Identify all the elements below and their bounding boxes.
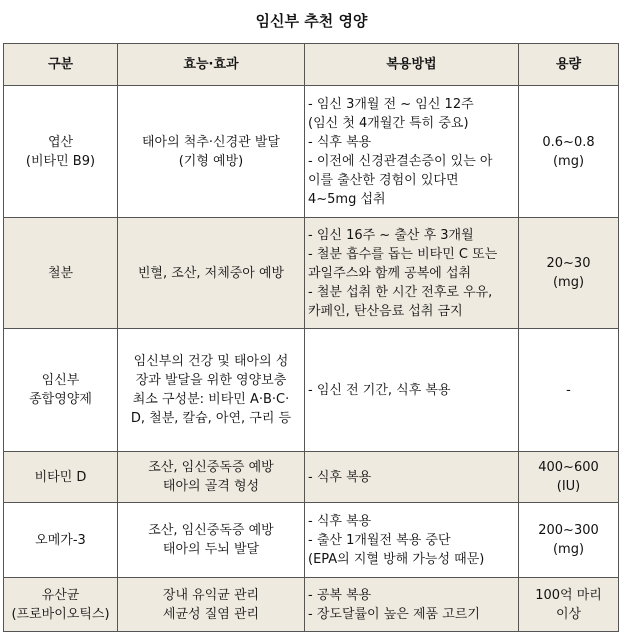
cell-method <box>305 86 519 218</box>
cell-method-line: - 임신 전 기간, 식후 복용 <box>308 382 451 398</box>
cell-amount-line: 400~600 <box>538 460 599 475</box>
cell-method-line: - 이전에 신경관결손증이 있는 아 <box>308 153 493 169</box>
cell-method-line: - 철분 섭취 한 시간 전후로 우유, <box>308 284 493 300</box>
cell-method <box>305 578 519 632</box>
cell-method-line: - 출산 1개월전 복용 중단 <box>308 532 451 548</box>
cell-effect-line: 조산, 임신중독증 예방 <box>148 523 274 538</box>
cell-name <box>4 86 118 218</box>
cell-effect-line: 최소 구성분: 비타민 A·B·C· <box>132 392 290 407</box>
cell-amount <box>519 452 619 503</box>
cell-effect-line: (기형 예방) <box>178 153 244 169</box>
header-amount: 용량 <box>519 44 619 86</box>
cell-amount <box>519 329 619 452</box>
header-category: 구분 <box>4 44 118 86</box>
cell-method-line: - 임신 16주 ~ 출산 후 3개월 <box>308 227 474 243</box>
table-row <box>4 452 619 503</box>
cell-name-line: 유산균 <box>41 587 80 603</box>
cell-method <box>305 218 519 329</box>
cell-method <box>305 452 519 503</box>
cell-effect-line: 장내 유익균 관리 <box>162 587 260 603</box>
cell-amount-line: (IU) <box>556 479 581 494</box>
header-effect: 효능·효과 <box>118 44 305 86</box>
cell-method-line: - 장도달률이 높은 제품 고르기 <box>308 606 480 622</box>
cell-amount-line: 200~300 <box>538 523 599 538</box>
table-row <box>4 329 619 452</box>
table-row <box>4 86 619 218</box>
cell-amount <box>519 578 619 632</box>
cell-effect-line: 태아의 척추·신경관 발달 <box>142 134 280 150</box>
cell-effect <box>118 218 305 329</box>
cell-method-line: (EPA의 지혈 방해 가능성 때문) <box>308 551 485 567</box>
cell-amount-line: (mg) <box>552 542 585 557</box>
cell-name-line: 엽산 <box>47 134 74 150</box>
cell-method-line: - 공복 복용 <box>308 587 372 603</box>
cell-name-line: 오메가-3 <box>35 532 86 548</box>
cell-amount-line: 100억 마리 <box>535 587 602 603</box>
cell-effect-line: 태아의 골격 형성 <box>162 479 260 494</box>
cell-method-line: - 임신 3개월 전 ~ 임신 12주 <box>308 96 474 112</box>
cell-effect <box>118 86 305 218</box>
cell-effect <box>118 329 305 452</box>
cell-amount-line: - <box>566 382 571 398</box>
cell-name <box>4 329 118 452</box>
cell-name <box>4 503 118 578</box>
cell-effect-line: 조산, 임신중독증 예방 <box>148 460 274 475</box>
cell-method <box>305 329 519 452</box>
cell-amount-line: 20~30 <box>546 256 591 271</box>
cell-method-line: - 철분 흡수를 돕는 비타민 C 또는 <box>308 246 498 262</box>
cell-effect <box>118 452 305 503</box>
cell-name-line: (비타민 B9) <box>25 153 96 169</box>
cell-method-line: - 식후 복용 <box>308 134 372 150</box>
cell-effect-line: 빈혈, 조산, 저체중아 예방 <box>137 265 285 281</box>
table-row <box>4 578 619 632</box>
cell-amount-line: 0.6~0.8 <box>542 134 595 150</box>
table-row <box>4 218 619 329</box>
cell-method-line: - 식후 복용 <box>308 513 372 529</box>
table-header-row <box>4 44 619 86</box>
cell-amount-line: 이상 <box>555 606 582 622</box>
cell-effect-line: 태아의 두뇌 발달 <box>162 542 260 557</box>
cell-name-line: 비타민 D <box>34 469 87 485</box>
cell-method-line: 카페인, 탄산음료 섭취 금지 <box>308 303 463 319</box>
cell-name <box>4 452 118 503</box>
cell-effect-line: 장과 발달을 위한 영양보충 <box>135 373 287 388</box>
cell-method-line: 이를 출산한 경험이 있다면 <box>308 172 459 188</box>
cell-amount-line: (mg) <box>552 275 585 290</box>
cell-amount <box>519 218 619 329</box>
cell-method-line: 과일주스와 함께 공복에 섭취 <box>308 265 472 281</box>
cell-amount <box>519 503 619 578</box>
page-title: 임신부 추천 영양 <box>255 12 368 30</box>
cell-effect <box>118 503 305 578</box>
cell-amount <box>519 86 619 218</box>
cell-name-line: 종합영양제 <box>29 392 92 407</box>
cell-name <box>4 218 118 329</box>
cell-method-line: - 식후 복용 <box>308 469 372 485</box>
cell-effect-line: 임신부의 건강 및 태아의 성 <box>133 354 289 369</box>
cell-amount-line: (mg) <box>552 153 585 169</box>
cell-name <box>4 578 118 632</box>
cell-effect <box>118 578 305 632</box>
cell-method-line: 4~5mg 섭취 <box>308 191 386 207</box>
cell-method <box>305 503 519 578</box>
cell-effect-line: D, 철분, 칼슘, 아연, 구리 등 <box>130 411 292 426</box>
cell-name-line: 임신부 <box>41 373 80 388</box>
cell-name-line: 철분 <box>47 265 74 281</box>
cell-effect-line: 세균성 질염 관리 <box>162 606 260 622</box>
nutrition-table <box>3 43 619 632</box>
header-method: 복용방법 <box>305 44 519 86</box>
table-row <box>4 503 619 578</box>
cell-name-line: (프로바이오틱스) <box>11 606 110 622</box>
cell-method-line: (임신 첫 4개월간 특히 중요) <box>308 115 469 131</box>
